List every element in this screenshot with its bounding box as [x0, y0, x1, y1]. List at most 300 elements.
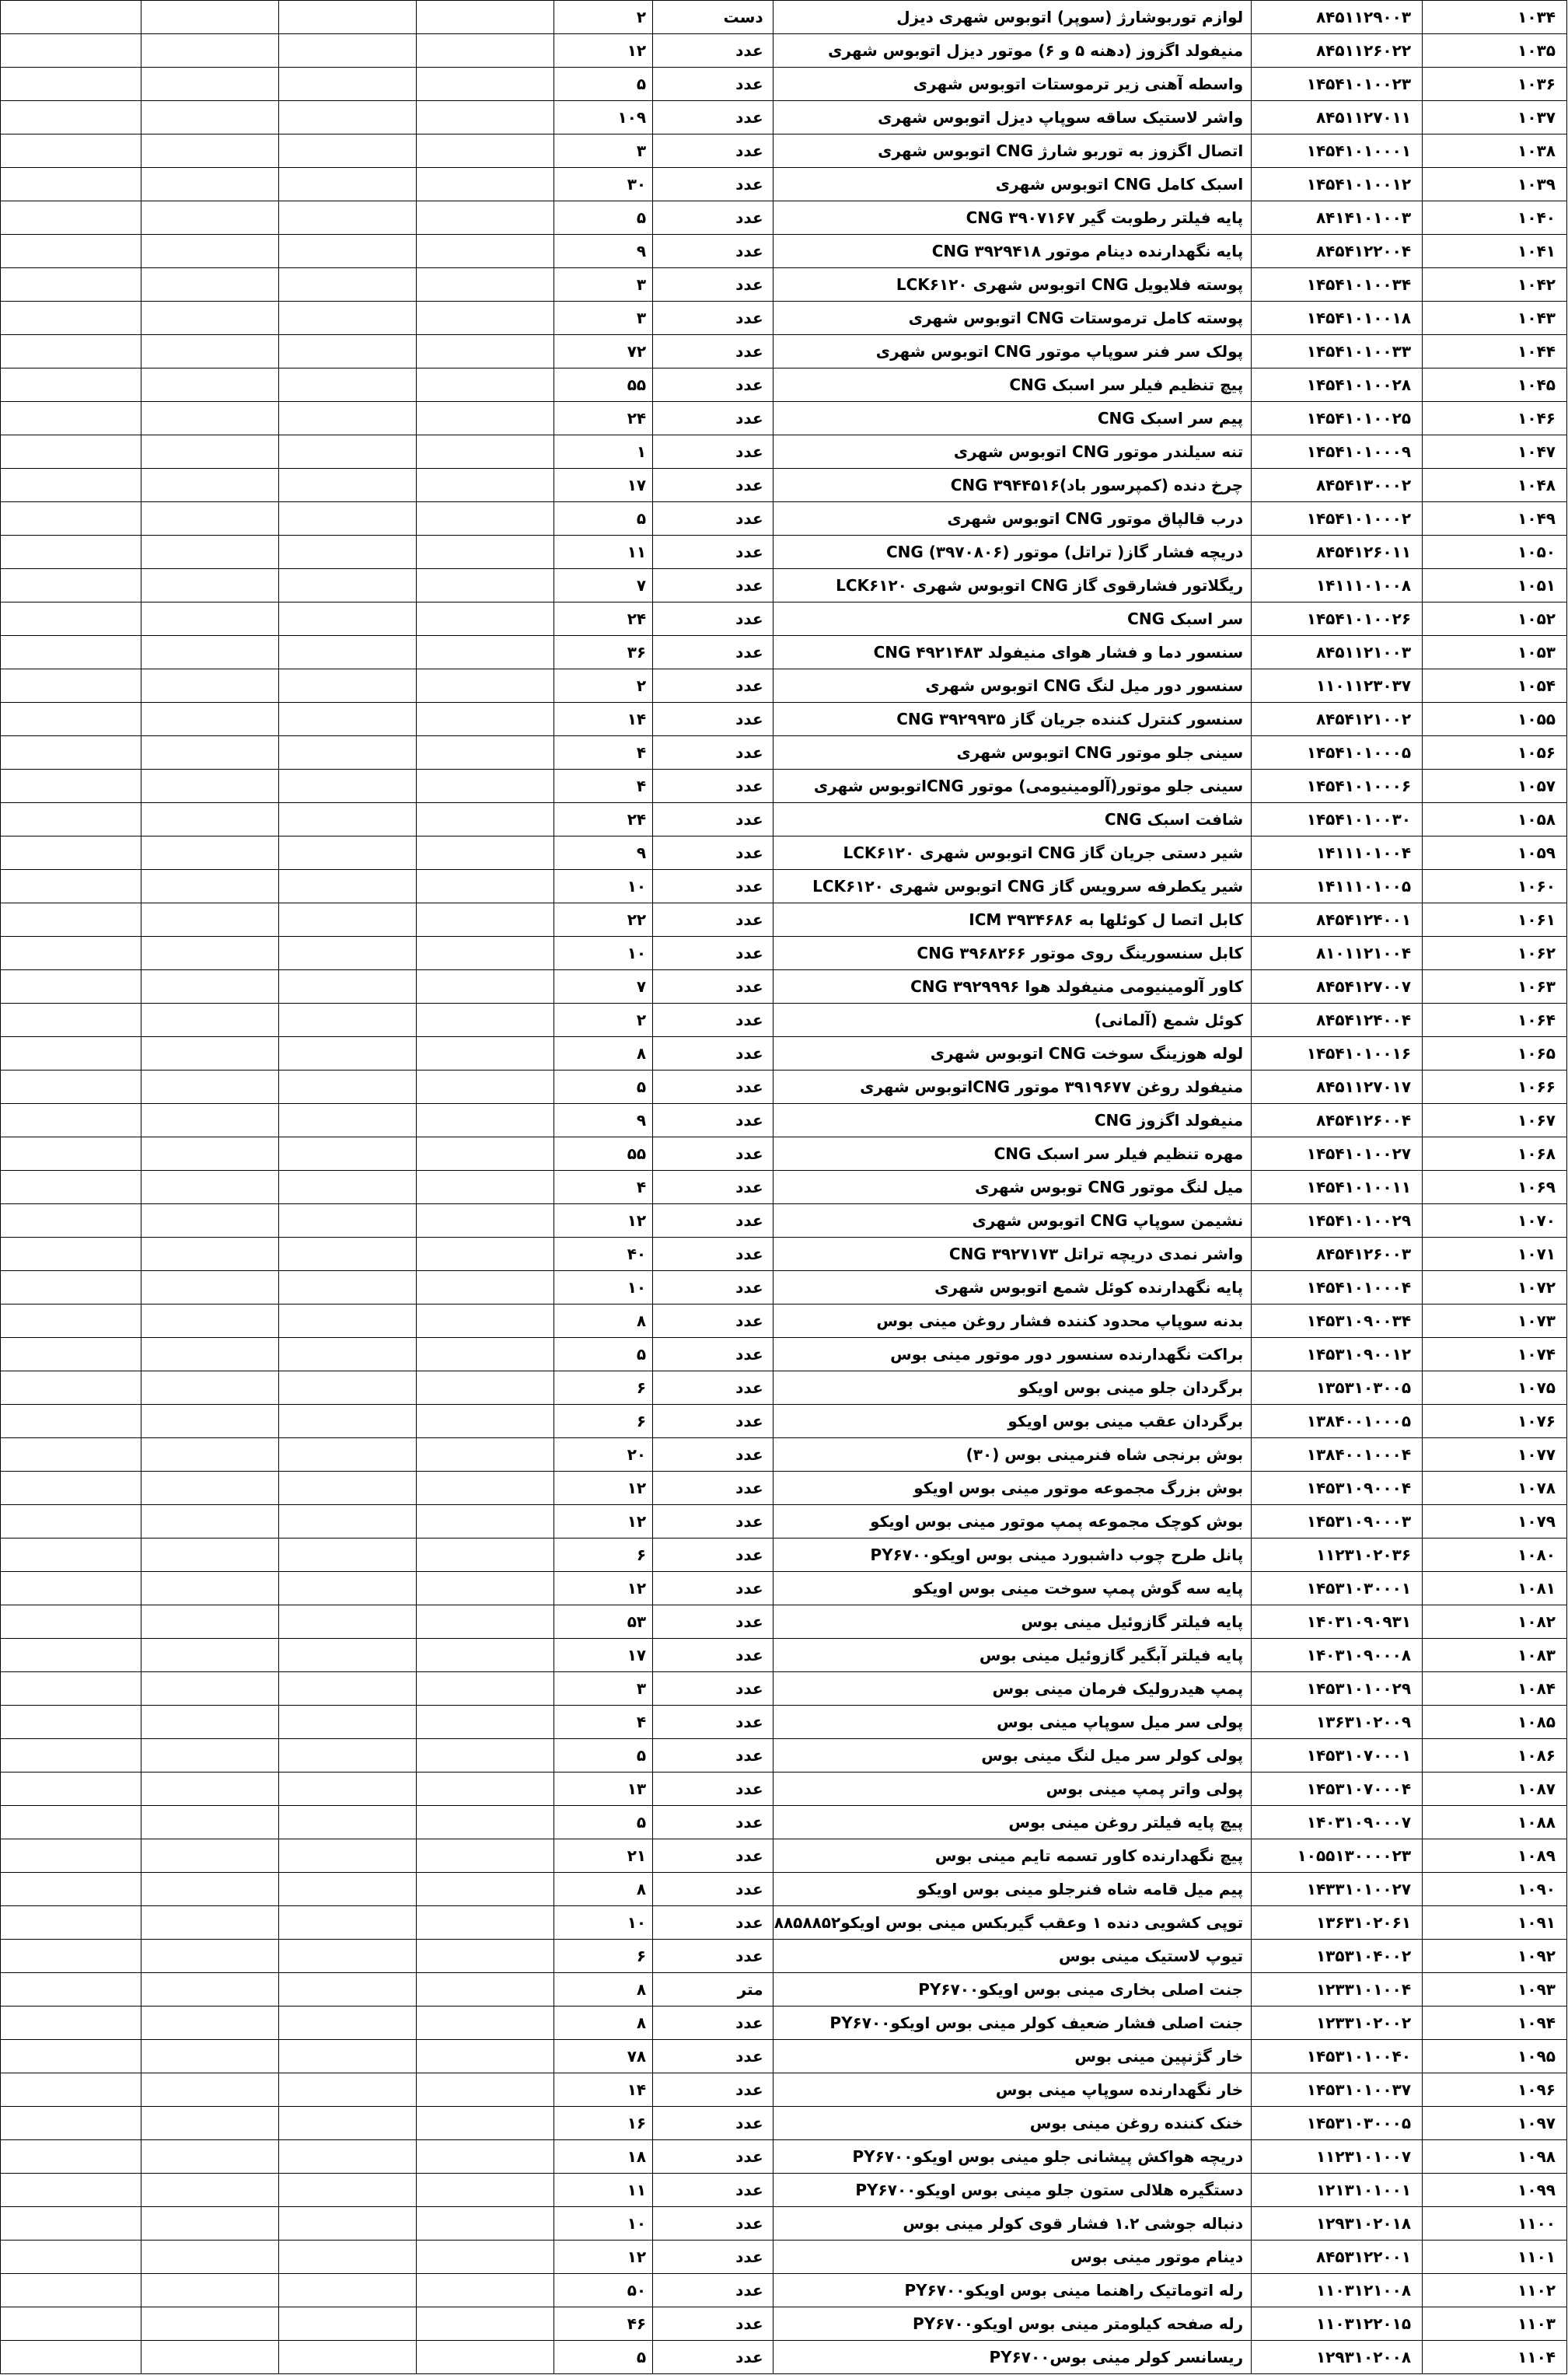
item-code-cell: ۱۴۵۳۱۰۹۰۰۰۴	[1252, 1472, 1423, 1505]
item-code-cell: ۱۴۱۱۱۰۱۰۰۸	[1252, 569, 1423, 602]
empty-cell	[279, 2341, 417, 2374]
quantity-cell: ۹	[554, 836, 653, 870]
unit-cell: عدد	[653, 2207, 774, 2241]
row-number-cell: ۱۰۵۶	[1423, 736, 1567, 770]
quantity-cell: ۱۲	[554, 2241, 653, 2274]
unit-cell: عدد	[653, 68, 774, 101]
quantity-cell: ۱۴	[554, 2073, 653, 2107]
item-code-cell: ۱۴۵۳۱۰۱۰۰۲۹	[1252, 1672, 1423, 1706]
item-code-cell: ۱۴۵۴۱۰۱۰۰۲۳	[1252, 68, 1423, 101]
quantity-cell: ۶	[554, 1539, 653, 1572]
item-name-cell: پیم سر اسبک CNG	[773, 402, 1252, 435]
item-name-cell: برگردان جلو مینی بوس اویکو	[773, 1371, 1252, 1405]
item-code-cell: ۱۴۵۴۱۰۱۰۰۲۵	[1252, 402, 1423, 435]
empty-cell	[279, 1639, 417, 1672]
empty-cell	[1, 1137, 141, 1171]
row-number-cell: ۱۰۷۷	[1423, 1438, 1567, 1472]
item-code-cell: ۱۴۵۴۱۰۱۰۰۲۹	[1252, 1204, 1423, 1238]
unit-cell: عدد	[653, 1438, 774, 1472]
unit-cell: عدد	[653, 703, 774, 736]
item-name-cell: اسبک کامل CNG اتوبوس شهری	[773, 168, 1252, 201]
empty-cell	[279, 1873, 417, 1906]
empty-cell	[417, 1137, 554, 1171]
quantity-cell: ۱۲	[554, 1505, 653, 1539]
empty-cell	[279, 1906, 417, 1940]
item-code-cell: ۱۱۲۳۱۰۱۰۰۷	[1252, 2140, 1423, 2174]
empty-cell	[417, 469, 554, 502]
empty-cell	[1, 1070, 141, 1104]
empty-cell	[1, 569, 141, 602]
unit-cell: عدد	[653, 1238, 774, 1271]
empty-cell	[417, 1940, 554, 1973]
empty-cell	[141, 1505, 278, 1539]
empty-cell	[1, 636, 141, 669]
item-name-cell: کابل سنسورینگ روی موتور ۳۹۶۸۲۶۶ CNG	[773, 937, 1252, 970]
empty-cell	[417, 870, 554, 903]
unit-cell: عدد	[653, 1539, 774, 1572]
table-row	[1, 168, 1567, 201]
empty-cell	[1, 2040, 141, 2073]
empty-cell	[141, 1004, 278, 1037]
unit-cell: عدد	[653, 1572, 774, 1605]
empty-cell	[417, 669, 554, 703]
unit-cell: عدد	[653, 235, 774, 268]
empty-cell	[1, 1739, 141, 1773]
empty-cell	[1, 836, 141, 870]
unit-cell: عدد	[653, 2007, 774, 2040]
row-number-cell: ۱۰۴۸	[1423, 469, 1567, 502]
item-name-cell: بوش بزرگ مجموعه موتور مینی بوس اویکو	[773, 1472, 1252, 1505]
item-name-cell: توپی کشویی دنده ۱ وعقب گیربکس مینی بوس اویکو۸۸۵۸۸۵۲	[773, 1906, 1252, 1940]
table-row	[1, 736, 1567, 770]
table-row	[1, 268, 1567, 302]
row-number-cell: ۱۰۴۰	[1423, 201, 1567, 235]
unit-cell: عدد	[653, 335, 774, 368]
table-row	[1, 770, 1567, 803]
item-code-cell: ۱۲۹۳۱۰۲۰۱۸	[1252, 2207, 1423, 2241]
item-code-cell: ۱۳۵۳۱۰۴۰۰۲	[1252, 1940, 1423, 1973]
quantity-cell: ۲۴	[554, 803, 653, 836]
row-number-cell: ۱۰۳۵	[1423, 34, 1567, 68]
empty-cell	[1, 1305, 141, 1338]
unit-cell: عدد	[653, 1706, 774, 1739]
quantity-cell: ۴	[554, 770, 653, 803]
empty-cell	[417, 1706, 554, 1739]
unit-cell: عدد	[653, 1305, 774, 1338]
empty-cell	[417, 2241, 554, 2274]
empty-cell	[279, 2140, 417, 2174]
empty-cell	[141, 502, 278, 536]
empty-cell	[141, 2007, 278, 2040]
item-name-cell: خنک کننده روغن مینی بوس	[773, 2107, 1252, 2140]
row-number-cell: ۱۰۳۶	[1423, 68, 1567, 101]
quantity-cell: ۲	[554, 669, 653, 703]
row-number-cell: ۱۰۳۷	[1423, 101, 1567, 134]
empty-cell	[279, 2307, 417, 2341]
empty-cell	[417, 2307, 554, 2341]
empty-cell	[279, 1004, 417, 1037]
row-number-cell: ۱۰۳۴	[1423, 1, 1567, 34]
table-row	[1, 1305, 1567, 1338]
item-code-cell: ۸۴۵۴۱۲۶۰۰۳	[1252, 1238, 1423, 1271]
unit-cell: عدد	[653, 1204, 774, 1238]
item-name-cell: جنت اصلی فشار ضعیف کولر مینی بوس اویکوPY۶۷۰۰	[773, 2007, 1252, 2040]
unit-cell: عدد	[653, 302, 774, 335]
quantity-cell: ۷۲	[554, 335, 653, 368]
empty-cell	[141, 2073, 278, 2107]
empty-cell	[141, 2107, 278, 2140]
unit-cell: عدد	[653, 402, 774, 435]
quantity-cell: ۶	[554, 1371, 653, 1405]
quantity-cell: ۱۱	[554, 2174, 653, 2207]
item-code-cell: ۱۳۶۳۱۰۲۰۰۹	[1252, 1706, 1423, 1739]
empty-cell	[1, 1973, 141, 2007]
table-row	[1, 1605, 1567, 1639]
empty-cell	[141, 101, 278, 134]
row-number-cell: ۱۰۸۹	[1423, 1839, 1567, 1873]
table-row	[1, 636, 1567, 669]
row-number-cell: ۱۰۸۳	[1423, 1639, 1567, 1672]
empty-cell	[141, 1338, 278, 1371]
quantity-cell: ۸	[554, 1873, 653, 1906]
row-number-cell: ۱۰۵۸	[1423, 803, 1567, 836]
empty-cell	[1, 602, 141, 636]
empty-cell	[279, 335, 417, 368]
quantity-cell: ۵	[554, 201, 653, 235]
empty-cell	[141, 1104, 278, 1137]
item-code-cell: ۱۴۵۴۱۰۱۰۰۰۶	[1252, 770, 1423, 803]
empty-cell	[417, 368, 554, 402]
row-number-cell: ۱۰۹۵	[1423, 2040, 1567, 2073]
item-name-cell: سنسور دور میل لنگ CNG اتوبوس شهری	[773, 669, 1252, 703]
empty-cell	[141, 1204, 278, 1238]
unit-cell: عدد	[653, 2274, 774, 2307]
empty-cell	[1, 2274, 141, 2307]
empty-cell	[141, 402, 278, 435]
quantity-cell: ۵۵	[554, 1137, 653, 1171]
empty-cell	[141, 870, 278, 903]
row-number-cell: ۱۰۹۲	[1423, 1940, 1567, 1973]
item-name-cell: رله صفحه کیلومتر مینی بوس اویکوPY۶۷۰۰	[773, 2307, 1252, 2341]
empty-cell	[141, 435, 278, 469]
row-number-cell: ۱۰۴۳	[1423, 302, 1567, 335]
item-code-cell: ۱۴۵۴۱۰۱۰۰۰۲	[1252, 502, 1423, 536]
item-code-cell: ۱۴۱۱۱۰۱۰۰۵	[1252, 870, 1423, 903]
table-row	[1, 602, 1567, 636]
empty-cell	[417, 1906, 554, 1940]
empty-cell	[141, 770, 278, 803]
empty-cell	[1, 134, 141, 168]
empty-cell	[279, 1973, 417, 2007]
row-number-cell: ۱۰۹۸	[1423, 2140, 1567, 2174]
item-code-cell: ۱۴۵۳۱۰۷۰۰۰۱	[1252, 1739, 1423, 1773]
quantity-cell: ۲	[554, 1, 653, 34]
empty-cell	[279, 1739, 417, 1773]
row-number-cell: ۱۰۷۱	[1423, 1238, 1567, 1271]
quantity-cell: ۳	[554, 268, 653, 302]
item-code-cell: ۱۴۱۱۱۰۱۰۰۴	[1252, 836, 1423, 870]
empty-cell	[417, 134, 554, 168]
empty-cell	[141, 602, 278, 636]
unit-cell: عدد	[653, 435, 774, 469]
item-code-cell: ۱۳۶۳۱۰۲۰۶۱	[1252, 1906, 1423, 1940]
table-row	[1, 1104, 1567, 1137]
quantity-cell: ۱۴	[554, 703, 653, 736]
item-name-cell: براکت نگهدارنده سنسور دور موتور مینی بوس	[773, 1338, 1252, 1371]
table-row	[1, 2073, 1567, 2107]
empty-cell	[1, 937, 141, 970]
empty-cell	[417, 836, 554, 870]
empty-cell	[279, 2274, 417, 2307]
item-name-cell: شیر دستی جریان گاز CNG اتوبوس شهری LCK۶۱۲۰	[773, 836, 1252, 870]
empty-cell	[279, 1204, 417, 1238]
quantity-cell: ۲	[554, 1004, 653, 1037]
empty-cell	[141, 903, 278, 937]
item-name-cell: پایه فیلتر گازوئیل مینی بوس	[773, 1605, 1252, 1639]
unit-cell: عدد	[653, 636, 774, 669]
item-name-cell: سنسور کنترل کننده جریان گاز ۳۹۲۹۹۳۵ CNG	[773, 703, 1252, 736]
item-code-cell: ۱۳۸۴۰۰۱۰۰۰۴	[1252, 1438, 1423, 1472]
empty-cell	[141, 201, 278, 235]
quantity-cell: ۱۲	[554, 1204, 653, 1238]
item-name-cell: ریگلاتور فشارقوی گاز CNG اتوبوس شهری LCK۶۱۲۰	[773, 569, 1252, 602]
empty-cell	[279, 803, 417, 836]
empty-cell	[141, 335, 278, 368]
row-number-cell: ۱۰۸۰	[1423, 1539, 1567, 1572]
unit-cell: عدد	[653, 536, 774, 569]
item-code-cell: ۱۴۵۳۱۰۹۰۰۳۴	[1252, 1305, 1423, 1338]
empty-cell	[279, 903, 417, 937]
item-name-cell: واشر لاستیک ساقه سوپاپ دیزل اتوبوس شهری	[773, 101, 1252, 134]
quantity-cell: ۳۰	[554, 168, 653, 201]
empty-cell	[417, 1037, 554, 1070]
empty-cell	[1, 2307, 141, 2341]
item-name-cell: خار گژنپین مینی بوس	[773, 2040, 1252, 2073]
unit-cell: عدد	[653, 903, 774, 937]
quantity-cell: ۱	[554, 435, 653, 469]
row-number-cell: ۱۰۷۶	[1423, 1405, 1567, 1438]
item-code-cell: ۱۴۵۴۱۰۱۰۰۱۶	[1252, 1037, 1423, 1070]
item-name-cell: اتصال اگزوز به توربو شارژ CNG اتوبوس شهری	[773, 134, 1252, 168]
table-row	[1, 1706, 1567, 1739]
empty-cell	[141, 1906, 278, 1940]
empty-cell	[417, 2040, 554, 2073]
empty-cell	[141, 1438, 278, 1472]
empty-cell	[279, 1839, 417, 1873]
unit-cell: عدد	[653, 1505, 774, 1539]
empty-cell	[141, 1873, 278, 1906]
row-number-cell: ۱۰۳۹	[1423, 168, 1567, 201]
empty-cell	[279, 2207, 417, 2241]
quantity-cell: ۹	[554, 235, 653, 268]
empty-cell	[417, 770, 554, 803]
empty-cell	[141, 1271, 278, 1305]
empty-cell	[1, 1271, 141, 1305]
empty-cell	[1, 736, 141, 770]
table-row	[1, 1137, 1567, 1171]
quantity-cell: ۱۳	[554, 1773, 653, 1806]
empty-cell	[141, 1639, 278, 1672]
empty-cell	[1, 1238, 141, 1271]
empty-cell	[141, 736, 278, 770]
item-name-cell: سینی جلو موتور(آلومینیومی) موتور CNGاتوبوس شهری	[773, 770, 1252, 803]
table-row	[1, 402, 1567, 435]
item-code-cell: ۱۴۵۳۱۰۳۰۰۰۵	[1252, 2107, 1423, 2140]
row-number-cell: ۱۰۵۴	[1423, 669, 1567, 703]
item-code-cell: ۱۴۵۴۱۰۱۰۰۱۲	[1252, 168, 1423, 201]
empty-cell	[1, 435, 141, 469]
unit-cell: عدد	[653, 1004, 774, 1037]
row-number-cell: ۱۱۰۰	[1423, 2207, 1567, 2241]
unit-cell: عدد	[653, 34, 774, 68]
empty-cell	[141, 2241, 278, 2274]
unit-cell: عدد	[653, 134, 774, 168]
empty-cell	[1, 402, 141, 435]
empty-cell	[1, 2140, 141, 2174]
row-number-cell: ۱۰۴۴	[1423, 335, 1567, 368]
quantity-cell: ۵	[554, 1806, 653, 1839]
item-code-cell: ۱۳۸۴۰۰۱۰۰۰۵	[1252, 1405, 1423, 1438]
row-number-cell: ۱۰۷۹	[1423, 1505, 1567, 1539]
empty-cell	[1, 235, 141, 268]
item-code-cell: ۸۴۵۱۱۲۱۰۰۳	[1252, 636, 1423, 669]
empty-cell	[141, 1070, 278, 1104]
empty-cell	[1, 1004, 141, 1037]
table-row	[1, 1940, 1567, 1973]
empty-cell	[417, 1806, 554, 1839]
table-row	[1, 1171, 1567, 1204]
empty-cell	[1, 1672, 141, 1706]
item-code-cell: ۸۴۵۴۱۲۴۰۰۴	[1252, 1004, 1423, 1037]
item-code-cell: ۱۲۳۳۱۰۱۰۰۴	[1252, 1973, 1423, 2007]
empty-cell	[417, 602, 554, 636]
unit-cell: عدد	[653, 1037, 774, 1070]
unit-cell: عدد	[653, 2140, 774, 2174]
item-name-cell: درب قالپاق موتور CNG اتوبوس شهری	[773, 502, 1252, 536]
item-name-cell: پولی سر میل سوپاپ مینی بوس	[773, 1706, 1252, 1739]
row-number-cell: ۱۰۵۵	[1423, 703, 1567, 736]
table-row	[1, 201, 1567, 235]
empty-cell	[279, 2241, 417, 2274]
quantity-cell: ۸	[554, 2007, 653, 2040]
empty-cell	[279, 368, 417, 402]
item-name-cell: جنت اصلی بخاری مینی بوس اویکوPY۶۷۰۰	[773, 1973, 1252, 2007]
empty-cell	[1, 168, 141, 201]
empty-cell	[417, 2341, 554, 2374]
item-name-cell: پیچ تنظیم فیلر سر اسبک CNG	[773, 368, 1252, 402]
quantity-cell: ۵	[554, 1338, 653, 1371]
item-name-cell: پیچ نگهدارنده کاور تسمه تایم مینی بوس	[773, 1839, 1252, 1873]
row-number-cell: ۱۰۹۰	[1423, 1873, 1567, 1906]
unit-cell: عدد	[653, 1639, 774, 1672]
empty-cell	[279, 2007, 417, 2040]
row-number-cell: ۱۰۶۵	[1423, 1037, 1567, 1070]
unit-cell: عدد	[653, 2341, 774, 2374]
item-code-cell: ۱۴۵۴۱۰۱۰۰۱۸	[1252, 302, 1423, 335]
item-code-cell: ۸۴۵۱۱۲۶۰۲۲	[1252, 34, 1423, 68]
unit-cell: عدد	[653, 2307, 774, 2341]
table-row	[1, 703, 1567, 736]
quantity-cell: ۲۲	[554, 903, 653, 937]
table-row	[1, 368, 1567, 402]
item-name-cell: دریچه هواکش پیشانی جلو مینی بوس اویکوPY۶۷۰۰	[773, 2140, 1252, 2174]
item-name-cell: پوسته فلایویل CNG اتوبوس شهری LCK۶۱۲۰	[773, 268, 1252, 302]
empty-cell	[279, 1, 417, 34]
item-name-cell: تنه سیلندر موتور CNG اتوبوس شهری	[773, 435, 1252, 469]
item-code-cell: ۱۴۵۳۱۰۱۰۰۴۰	[1252, 2040, 1423, 2073]
row-number-cell: ۱۰۵۷	[1423, 770, 1567, 803]
unit-cell: عدد	[653, 870, 774, 903]
empty-cell	[417, 1773, 554, 1806]
empty-cell	[141, 2174, 278, 2207]
item-name-cell: میل لنگ موتور CNG توبوس شهری	[773, 1171, 1252, 1204]
empty-cell	[417, 435, 554, 469]
table-row	[1, 1539, 1567, 1572]
table-row	[1, 435, 1567, 469]
item-name-cell: کابل اتصا ل کوئلها به ۳۹۳۴۶۸۶ ICM	[773, 903, 1252, 937]
row-number-cell: ۱۰۴۱	[1423, 235, 1567, 268]
unit-cell: عدد	[653, 469, 774, 502]
table-row	[1, 1973, 1567, 2007]
empty-cell	[141, 1171, 278, 1204]
quantity-cell: ۵	[554, 68, 653, 101]
empty-cell	[1, 1572, 141, 1605]
unit-cell: عدد	[653, 1773, 774, 1806]
row-number-cell: ۱۰۵۹	[1423, 836, 1567, 870]
empty-cell	[141, 1706, 278, 1739]
empty-cell	[417, 736, 554, 770]
row-number-cell: ۱۰۴۹	[1423, 502, 1567, 536]
quantity-cell: ۵	[554, 1070, 653, 1104]
table-row	[1, 2307, 1567, 2341]
empty-cell	[417, 1572, 554, 1605]
quantity-cell: ۴۰	[554, 1238, 653, 1271]
empty-cell	[1, 770, 141, 803]
table-row	[1, 669, 1567, 703]
empty-cell	[1, 1204, 141, 1238]
row-number-cell: ۱۰۶۴	[1423, 1004, 1567, 1037]
item-code-cell: ۱۴۵۳۱۰۹۰۰۰۳	[1252, 1505, 1423, 1539]
empty-cell	[1, 1037, 141, 1070]
table-row	[1, 1672, 1567, 1706]
empty-cell	[141, 469, 278, 502]
item-name-cell: منیفولد اگزوز CNG	[773, 1104, 1252, 1137]
empty-cell	[279, 602, 417, 636]
unit-cell: عدد	[653, 1171, 774, 1204]
item-code-cell: ۱۱۰۱۱۲۳۰۳۷	[1252, 669, 1423, 703]
item-name-cell: پمپ هیدرولیک فرمان مینی بوس	[773, 1672, 1252, 1706]
unit-cell: عدد	[653, 101, 774, 134]
item-code-cell: ۸۴۵۴۱۲۶۰۱۱	[1252, 536, 1423, 569]
row-number-cell: ۱۰۴۶	[1423, 402, 1567, 435]
unit-cell: عدد	[653, 2040, 774, 2073]
empty-cell	[279, 1338, 417, 1371]
table-row	[1, 1639, 1567, 1672]
unit-cell: عدد	[653, 970, 774, 1004]
unit-cell: عدد	[653, 1839, 774, 1873]
row-number-cell: ۱۰۶۰	[1423, 870, 1567, 903]
table-row	[1, 335, 1567, 368]
item-name-cell: ریسانسر کولر مینی بوسPY۶۷۰۰	[773, 2341, 1252, 2374]
item-code-cell: ۱۴۵۴۱۰۱۰۰۳۳	[1252, 335, 1423, 368]
empty-cell	[417, 1505, 554, 1539]
empty-cell	[141, 1940, 278, 1973]
row-number-cell: ۱۱۰۱	[1423, 2241, 1567, 2274]
item-code-cell: ۱۴۵۳۱۰۷۰۰۰۴	[1252, 1773, 1423, 1806]
item-name-cell: لوازم توربوشارژ (سوپر) اتوبوس شهری دیزل	[773, 1, 1252, 34]
empty-cell	[279, 1371, 417, 1405]
row-number-cell: ۱۰۶۶	[1423, 1070, 1567, 1104]
